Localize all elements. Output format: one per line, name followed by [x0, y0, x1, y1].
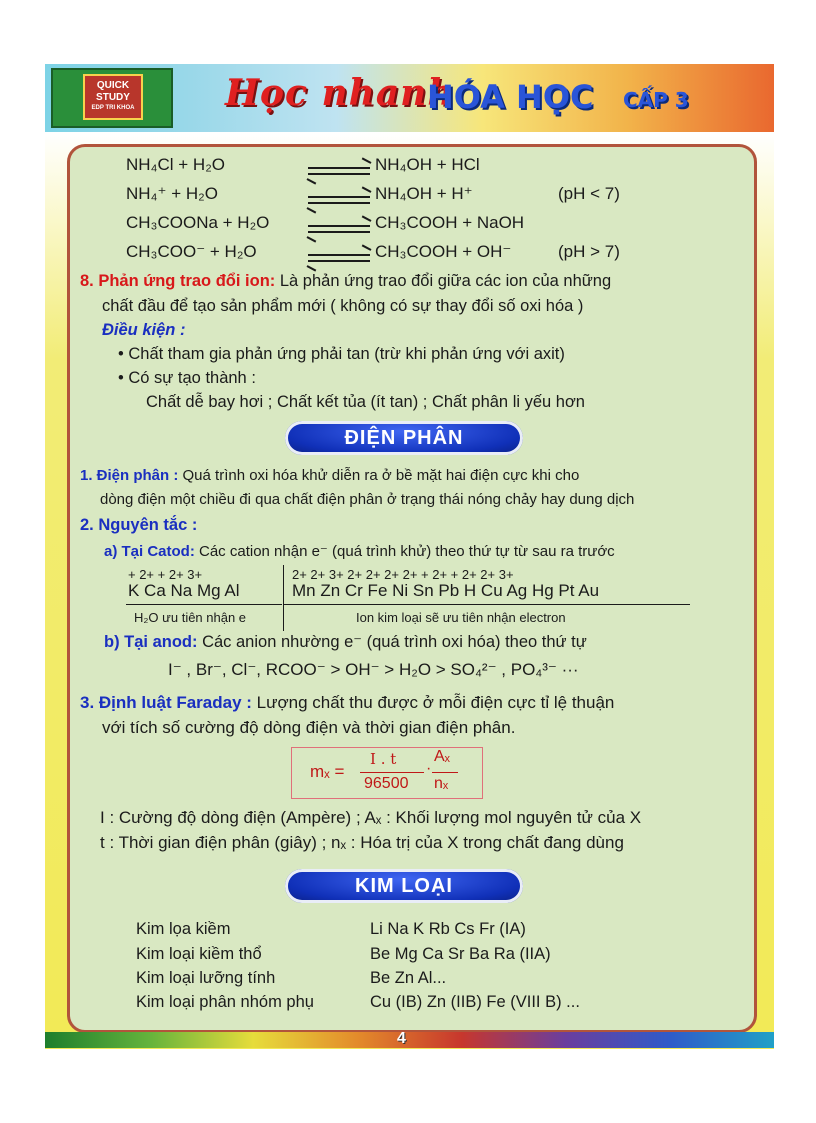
anod-heading: b) Tại anod: [104, 633, 198, 651]
condition-bullet-2: • Có sự tạo thành : [118, 369, 256, 387]
products-list: Chất dễ bay hơi ; Chất kết tủa (ít tan) ; Chất phân li yếu hơn [146, 393, 585, 411]
metal-group-members: Be Zn Al... [370, 969, 447, 987]
page [45, 64, 774, 1049]
logo-text-3: EDP TRI KHOA [91, 105, 135, 111]
definition-t: t : Thời gian điện phân (giây) ; nₓ : Hóa trị của X trong chất đang dùng [100, 833, 624, 852]
series-note-left: H₂O ưu tiên nhận e [134, 610, 247, 625]
formula-lhs: mₓ = [310, 762, 345, 781]
header-banner [45, 64, 774, 132]
catod-heading: a) Tại Catod: [104, 543, 195, 560]
ion-exchange-line-1 [80, 272, 611, 291]
series-underline-left [126, 604, 282, 605]
charges-right: 2+ 2+ 3+ 2+ 2+ 2+ 2+ + 2+ + 2+ 2+ 3+ [292, 567, 514, 582]
metal-group-name: Kim loại kiềm thổ [136, 945, 262, 963]
electrolysis-def-heading: 1. Điện phân : [80, 467, 179, 484]
formula-dot: · [426, 760, 432, 777]
title-grade: CẤP 3 [623, 88, 689, 112]
title-script: Học nhanh [225, 72, 455, 114]
catod-line [104, 542, 615, 560]
equation-3-right: CH₃COOH + NaOH [375, 213, 525, 232]
logo-text-2: STUDY [96, 92, 130, 103]
equation-4-note: (pH > 7) [558, 242, 620, 261]
equilibrium-arrow-icon [308, 225, 370, 233]
equation-4-left: CH₃COO⁻ + H₂O [126, 242, 257, 261]
metal-group-name: Kim loại lưỡng tính [136, 969, 276, 987]
condition-bullet-1: • Chất tham gia phản ứng phải tan (trừ khi phản ứng với axit) [118, 345, 565, 363]
definition-I: I : Cường độ dòng điện (Ampère) ; Aₓ : Khối lượng mol nguyên tử của X [100, 808, 642, 827]
equation-2-left: NH₄⁺ + H₂O [126, 184, 218, 203]
equation-4-right: CH₃COOH + OH⁻ [375, 242, 512, 261]
content-panel [67, 144, 757, 1033]
formula-denominator: 96500 [364, 775, 409, 792]
logo [51, 68, 173, 128]
formula-numerator: I . t [370, 750, 397, 768]
anod-text: Các anion nhường e⁻ (quá trình oxi hóa) theo thứ tự [197, 633, 587, 651]
equilibrium-arrow-icon [308, 196, 370, 204]
faraday-text-2: với tích số cường độ dòng điện và thời gian điện phân. [102, 718, 516, 737]
charges-left: + 2+ + 2+ 3+ [128, 567, 203, 582]
equilibrium-arrow-icon [308, 167, 370, 175]
series-underline-right [284, 604, 690, 605]
fraction-bar [360, 772, 424, 773]
logo-badge [83, 74, 143, 120]
ion-exchange-heading: 8. Phản ứng trao đổi ion: [80, 272, 276, 290]
principle-heading: 2. Nguyên tắc : [80, 516, 198, 534]
ion-exchange-text-2: chất đầu để tạo sản phẩm mới ( không có sự thay đổi số oxi hóa ) [102, 297, 584, 315]
metal-group-name: Kim loại phân nhóm phụ [136, 993, 314, 1011]
metals-right: Mn Zn Cr Fe Ni Sn Pb H Cu Ag Hg Pt Au [292, 581, 600, 600]
equation-2-note: (pH < 7) [558, 184, 620, 203]
metal-group-members: Be Mg Ca Sr Ba Ra (IIA) [370, 945, 551, 963]
anod-line [104, 632, 587, 652]
metal-group-name: Kim lọa kiềm [136, 920, 231, 938]
faraday-text-1: Lượng chất thu được ở mỗi điện cực tỉ lệ thuận [251, 693, 615, 712]
logo-text-1: QUICK [96, 80, 130, 91]
catod-text: Các cation nhận e⁻ (quá trình khử) theo thứ tự từ sau ra trước [194, 543, 615, 560]
faraday-formula-box [291, 747, 483, 799]
anion-order: I⁻ , Br⁻, Cl⁻, RCOO⁻ > OH⁻ > H₂O > SO₄²⁻ , PO₄³⁻ ··· [168, 660, 579, 679]
condition-label: Điều kiện : [102, 321, 186, 339]
electrolysis-def-text-2: dòng điện một chiều đi qua chất điện phân ở trạng thái nóng chảy hay dung dịch [100, 491, 635, 508]
metal-group-members: Cu (IB) Zn (IIB) Fe (VIII B) ... [370, 993, 580, 1011]
page-number: 4 [397, 1030, 406, 1047]
metals-left: K Ca Na Mg Al [128, 581, 240, 600]
title-main: HÓA HỌC [427, 78, 594, 116]
electrolysis-def-line-1 [80, 467, 579, 484]
formula-ax: Aₓ [434, 748, 450, 765]
electrolysis-def-text-1: Quá trình oxi hóa khử diễn ra ở bề mặt hai điện cực khi cho [178, 467, 580, 484]
series-divider [283, 565, 284, 631]
equilibrium-arrow-icon [308, 254, 370, 262]
equation-1-right: NH₄OH + HCl [375, 155, 480, 174]
metal-group-members: Li Na K Rb Cs Fr (IA) [370, 920, 526, 938]
faraday-line-1 [80, 693, 614, 713]
equation-1-left: NH₄Cl + H₂O [126, 155, 226, 174]
formula-nx: nₓ [434, 775, 449, 792]
equation-2-right: NH₄OH + H⁺ [375, 184, 473, 203]
equation-3-left: CH₃COONa + H₂O [126, 213, 270, 232]
section-title-electrolysis: ĐIỆN PHÂN [285, 421, 523, 455]
faraday-heading: 3. Định luật Faraday : [80, 693, 252, 712]
footer-bar [45, 1032, 774, 1048]
series-note-right: Ion kim loại sẽ ưu tiên nhận electron [356, 610, 566, 625]
ion-exchange-text-1: Là phản ứng trao đổi giữa các ion của những [275, 272, 612, 290]
section-title-metals: KIM LOẠI [285, 869, 523, 903]
fraction-bar [432, 772, 458, 773]
